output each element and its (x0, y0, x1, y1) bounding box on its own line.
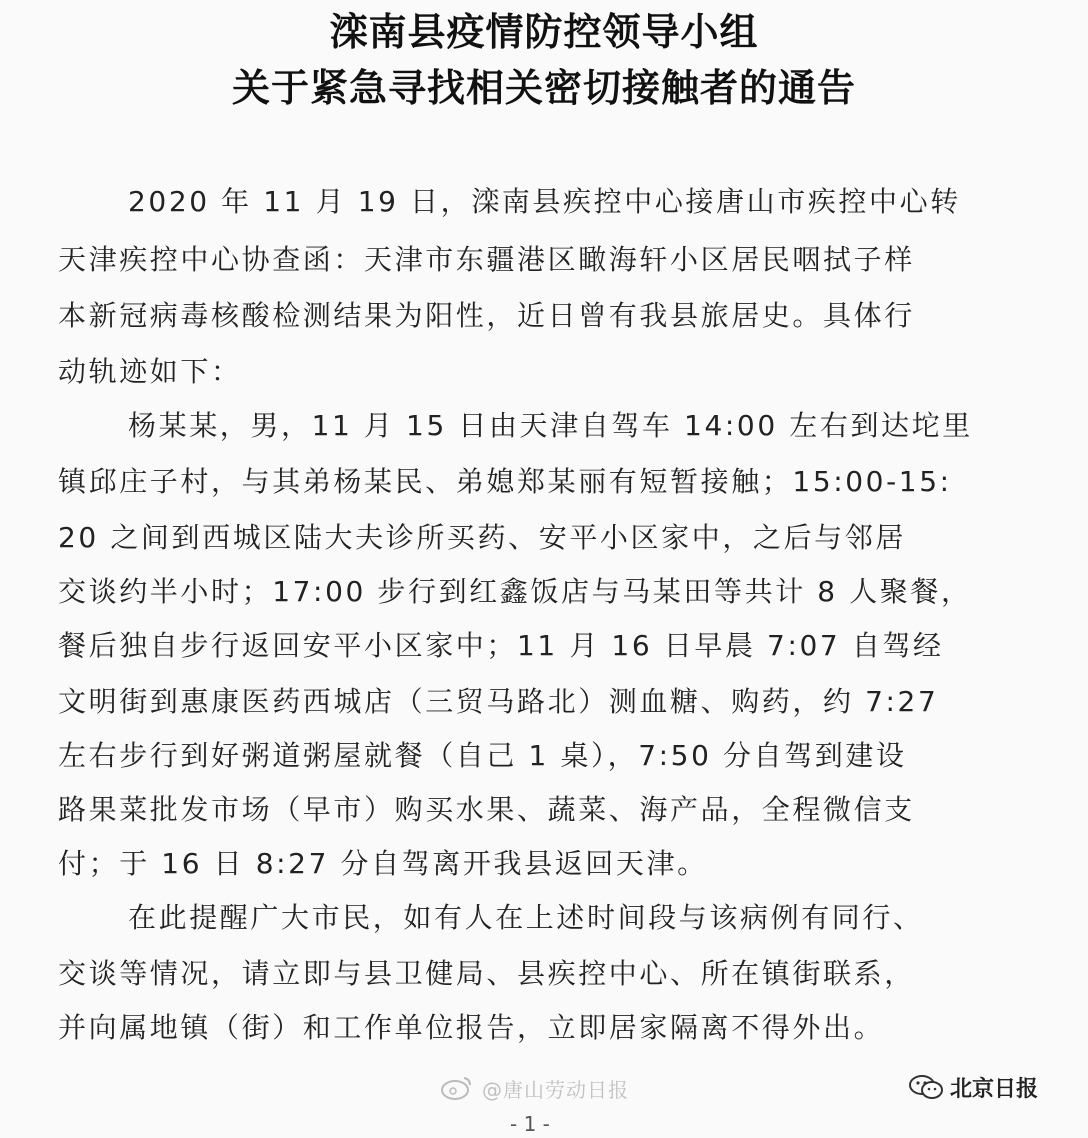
paragraph-line: 交谈等情况，请立即与县卫健局、县疾控中心、所在镇街联系， (58, 957, 915, 990)
paragraph-line: 镇邱庄子村，与其弟杨某民、弟媳郑某丽有短暂接触；15:00-15: (58, 465, 952, 498)
paragraph-line: 在此提醒广大市民，如有人在上述时间段与该病例有同行、 (128, 901, 924, 934)
page-number: - 1 - (510, 1112, 550, 1136)
document-title-line1: 滦南县疫情防控领导小组 (329, 9, 759, 54)
weibo-watermark-text: @唐山劳动日报 (482, 1078, 629, 1102)
paragraph-line: 杨某某，男，11 月 15 日由天津自驾车 14:00 左右到达坨里 (128, 409, 973, 442)
paragraph-line: 路果菜批发市场（早市）购买水果、蔬菜、海产品，全程微信支 (58, 793, 915, 826)
paragraph-line: 文明街到惠康医药西城店（三贸马路北）测血糖、购药，约 7:27 (58, 685, 939, 718)
source-text: 北京日报 (950, 1076, 1039, 1102)
paragraph-line: 2020 年 11 月 19 日，滦南县疾控中心接唐山市疾控中心转 (128, 185, 961, 218)
wechat-icon (908, 1073, 944, 1101)
paragraph-line: 付；于 16 日 8:27 分自驾离开我县返回天津。 (58, 847, 708, 880)
document-title-line2: 关于紧急寻找相关密切接触者的通告 (231, 65, 856, 110)
weibo-icon (440, 1074, 474, 1100)
paragraph-line: 本新冠病毒核酸检测结果为阳性，近日曾有我县旅居史。具体行 (58, 299, 915, 332)
paragraph-line: 左右步行到好粥道粥屋就餐（自己 1 桌），7:50 分自驾到建设 (58, 739, 907, 772)
paragraph-line: 动轨迹如下： (58, 355, 242, 388)
paragraph-line: 天津疾控中心协查函：天津市东疆港区瞰海轩小区居民咽拭子样 (58, 243, 915, 276)
paragraph-line: 20 之间到西城区陆大夫诊所买药、安平小区家中，之后与邻居 (58, 521, 906, 554)
paragraph-line: 并向属地镇（街）和工作单位报告，立即居家隔离不得外出。 (58, 1011, 885, 1044)
source-badge (908, 1070, 1038, 1104)
paragraph-line: 餐后独自步行返回安平小区家中；11 月 16 日早晨 7:07 自驾经 (58, 629, 944, 662)
paragraph-line: 交谈约半小时；17:00 步行到红鑫饭店与马某田等共计 8 人聚餐， (58, 575, 972, 608)
